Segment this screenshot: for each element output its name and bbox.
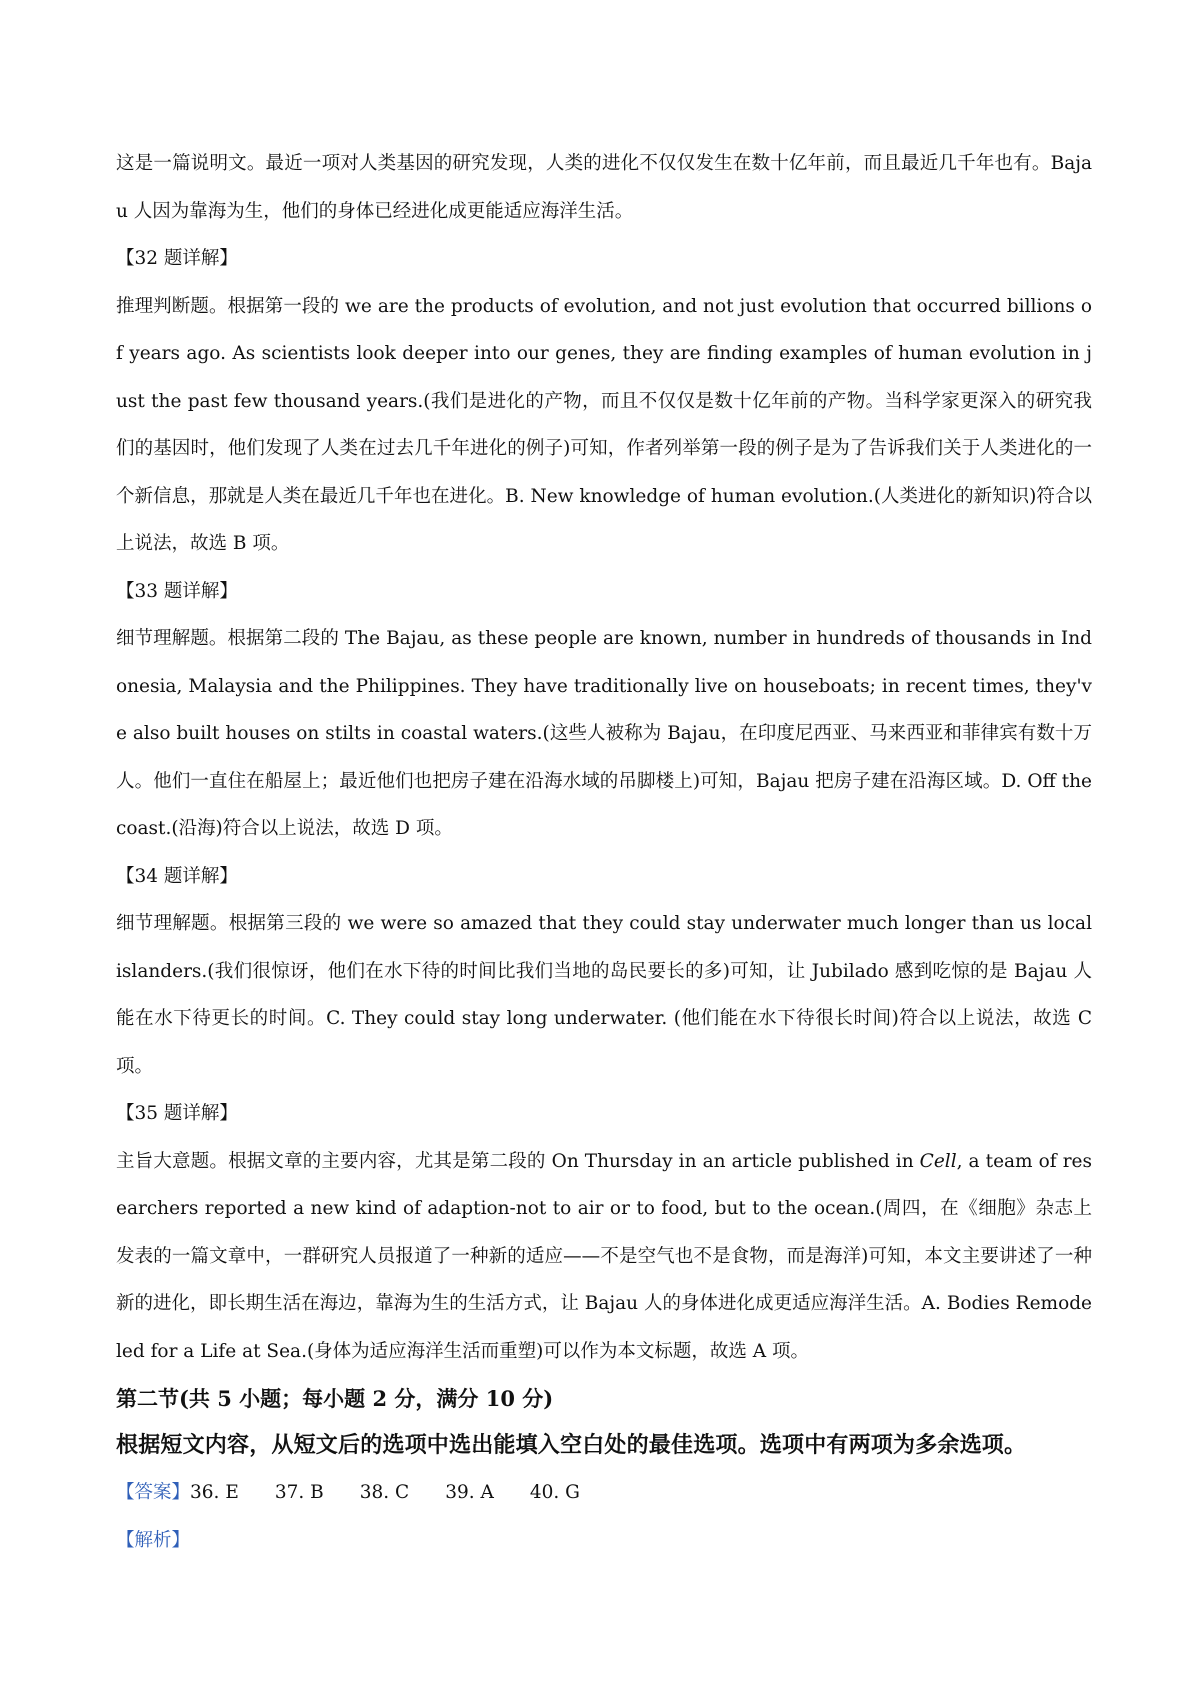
q35-text-after: , a team of researchers reported a new kind of adaption-not to air or to food, but to the ocean.(周四，在《细胞》杂志上发表的一篇文章中，一群研究人员报道了一种新的适应——不是空气也不是食物，而是海洋)可知，本文主要讲述了一种新的进化，即长期生活在海边，靠海为生的生活方式，让 Bajau 人的身体进化成更适应海洋生活。A. Bodies Remodeled for a Life at Sea.(身体为适应海洋生活而重塑)可以作为本文标题，故选 A 项。: [116, 1150, 1092, 1362]
q34-heading: 【34 题详解】: [116, 865, 238, 887]
analysis-label: 【解析】: [116, 1529, 191, 1551]
document-page: [116, 140, 1092, 1564]
answer-item-39: 39. A: [445, 1482, 494, 1503]
q35-explanation: [116, 1138, 1092, 1376]
answer-item-37: 37. B: [274, 1482, 324, 1503]
q32-heading: 【32 题详解】: [116, 248, 238, 269]
q34-explanation: 细节理解题。根据第三段的 we were so amazed that they could stay underwater much longer than us local islanders.(我们很惊讶，他们在水下待的时间比我们当地的岛民要长的多)可知，让 Jubilado 感到吃惊的是 Bajau 人能在水下待更长的时间。C. They could stay long underwater. (他们能在水下待很长时间)符合以上说法，故选 C 项。: [116, 913, 1092, 1077]
q35-journal-name: Cell: [919, 1150, 957, 1172]
q33-heading: 【33 题详解】: [116, 580, 238, 602]
q32-explanation: 推理判断题。根据第一段的 we are the products of evolution, and not just evolution that occurred billions of years ago. As scientists look deeper into our genes, they are finding examples of human evolution in just the past few thousand years.(我们是进化的产物，而且不仅仅是数十亿年前的产物。当科学家更深入的研究我们的基因时，他们发现了人类在过去几千年进化的例子)可知，作者列举第一段的例子是为了告诉我们关于人类进化的一个新信息，那就是人类在最近几千年也在进化。B. New knowledge of human evolution.(人类进化的新知识)符合以上说法，故选 B 项。: [116, 295, 1092, 554]
answer-item-38: 38. C: [359, 1482, 410, 1503]
q33-explanation: 细节理解题。根据第二段的 The Bajau, as these people are known, number in hundreds of thousands in Indonesia, Malaysia and the Philippines. They have traditionally live on houseboats; in recent times, they've also built houses on stilts in coastal waters.(这些人被称为 Bajau，在印度尼西亚、马来西亚和菲律宾有数十万人。他们一直住在船屋上；最近他们也把房子建在沿海水域的吊脚楼上)可知，Bajau 把房子建在沿海区域。D. Off the coast.(沿海)符合以上说法，故选 D 项。: [116, 628, 1092, 839]
answer-item-36: 36. E: [190, 1482, 239, 1503]
q35-heading: 【35 题详解】: [116, 1103, 238, 1124]
answer-item-40: 40. G: [529, 1482, 580, 1503]
section-2-title: 第二节(共 5 小题；每小题 2 分，满分 10 分): [116, 1386, 554, 1411]
section-2-instruction: 根据短文内容，从短文后的选项中选出能填入空白处的最佳选项。选项中有两项为多余选项。: [116, 1432, 1027, 1458]
intro-paragraph: 这是一篇说明文。最近一项对人类基因的研究发现，人类的进化不仅仅发生在数十亿年前，而且最近几千年也有。Bajau 人因为靠海为生，他们的身体已经进化成更能适应海洋生活。: [116, 153, 1092, 222]
answer-label: 【答案】: [116, 1482, 191, 1503]
q35-text-before: 主旨大意题。根据文章的主要内容，尤其是第二段的 On Thursday in an article published in: [116, 1150, 920, 1172]
answer-line: [116, 1469, 1092, 1517]
